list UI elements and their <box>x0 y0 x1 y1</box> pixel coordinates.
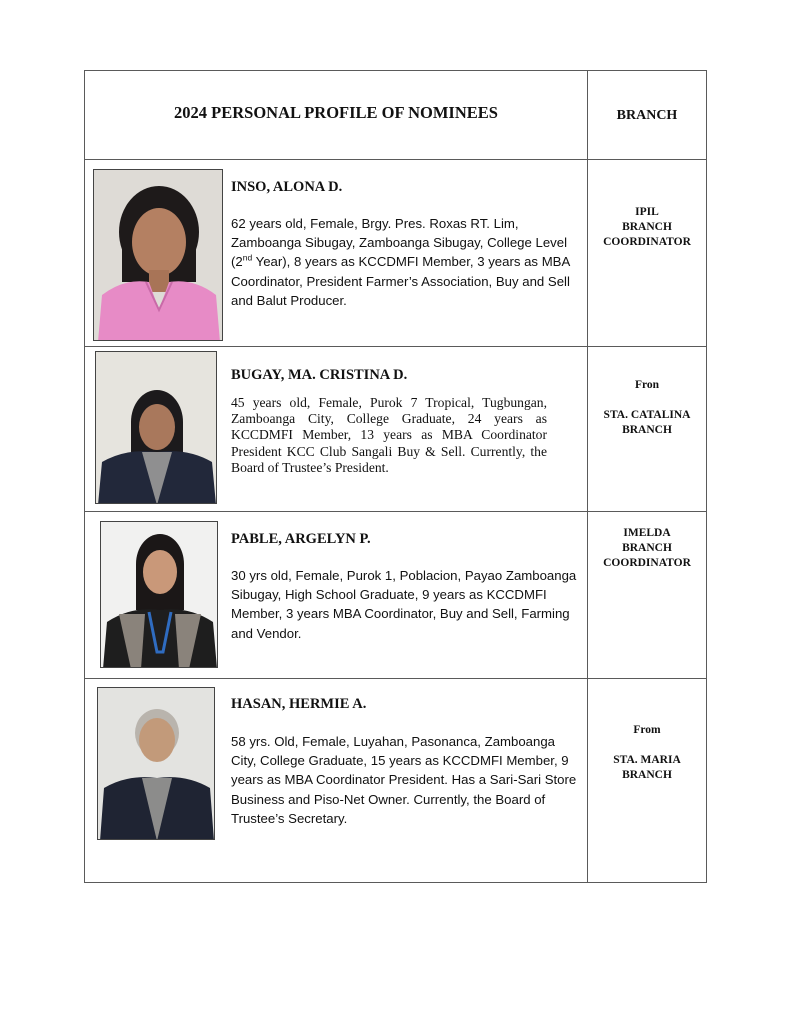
branch-column-header: BRANCH <box>616 108 678 123</box>
nominee-name: HASAN, HERMIE A. <box>231 696 367 712</box>
nominee-row <box>85 679 706 884</box>
nominee-branch: IPIL BRANCH COORDINATOR <box>603 206 691 248</box>
nominee-photo <box>100 521 218 668</box>
nominee-row <box>85 512 706 679</box>
nominee-branch: From STA. MARIA BRANCH <box>613 724 681 781</box>
nominee-photo <box>95 351 217 504</box>
nominee-name: PABLE, ARGELYN P. <box>231 531 371 547</box>
nominee-description: 30 yrs old, Female, Purok 1, Poblacion, Payao Zamboanga Sibugay, High School Graduate, 9 years as KCCDMFI Member, 3 years MBA Coordinator, Buy and Sell, Farming and Vendor. <box>231 568 577 641</box>
nominee-row <box>85 347 706 512</box>
nominee-photo <box>97 687 215 840</box>
nominee-photo <box>93 169 223 341</box>
nominee-description: 62 years old, Female, Brgy. Pres. Roxas RT. Lim, Zamboanga Sibugay, Zamboanga Sibugay, College Level (2nd Year), 8 years as KCCDMFI Member, 3 years as MBA Coordinator, President Farmer’s Association, Buy and Sell and Balut Producer. <box>231 216 570 308</box>
nominee-branch: Fron STA. CATALINA BRANCH <box>603 379 691 436</box>
nominee-description: 58 yrs. Old, Female, Luyahan, Pasonanca, Zamboanga City, College Graduate, 15 years as KCCDMFI Member, 9 years as MBA Coordinator President. Has a Sari-Sari Store Business and Piso-Net Owner. Currently, the Board of Trustee’s Secretary. <box>231 734 577 826</box>
nominee-description: 45 years old, Female, Purok 7 Tropical, Tugbungan, Zamboanga City, College Graduate, 24 years as KCCDMFI Member, 13 years as MBA Coordinator President KCC Club Sangali Buy & Sell. Currently, the Board of Trustee’s President. <box>231 395 547 475</box>
nominee-name: BUGAY, MA. CRISTINA D. <box>231 367 408 383</box>
nominee-name: INSO, ALONA D. <box>231 179 343 195</box>
nominee-branch: IMELDA BRANCH COORDINATOR <box>603 527 691 569</box>
page-title: 2024 PERSONAL PROFILE OF NOMINEES <box>174 103 498 122</box>
nominee-row <box>85 160 706 347</box>
nominees-table <box>84 70 707 883</box>
header-row <box>85 71 706 160</box>
